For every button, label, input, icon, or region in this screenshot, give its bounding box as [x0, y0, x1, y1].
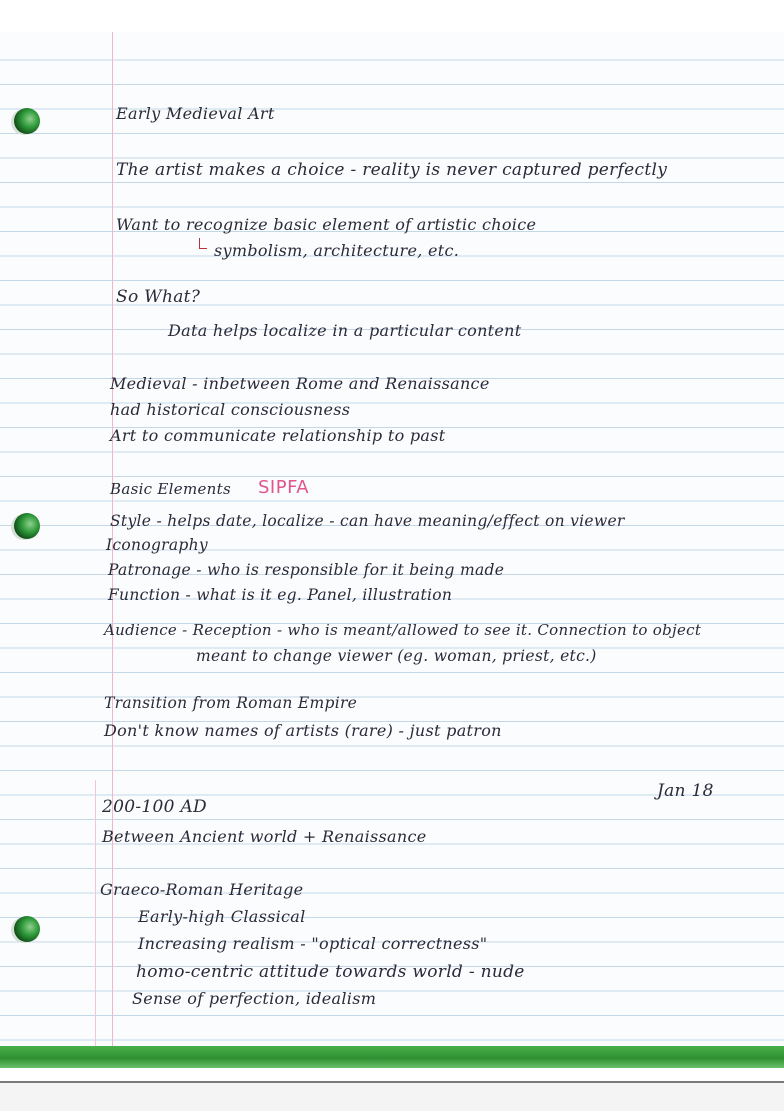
note-line: The artist makes a choice - reality is never captured perfectly	[116, 160, 668, 180]
note-line: Between Ancient world + Renaissance	[102, 827, 427, 846]
note-line: had historical consciousness	[110, 400, 351, 419]
note-line: symbolism, architecture, etc.	[214, 241, 460, 260]
page-gap	[0, 1068, 784, 1081]
note-title: Early Medieval Art	[116, 104, 275, 123]
note-line: Style - helps date, localize - can have meaning/effect on viewer	[110, 512, 625, 530]
notebook-binding-edge	[0, 1046, 784, 1068]
margin-line-secondary	[95, 780, 96, 1054]
note-line: Function - what is it eg. Panel, illustration	[108, 586, 453, 604]
note-heading: So What?	[116, 287, 201, 307]
note-line: homo-centric attitude towards world - nude	[136, 962, 525, 982]
note-heading: 200-100 AD	[102, 797, 207, 817]
binder-hole-top	[14, 108, 40, 134]
note-heading: Basic Elements	[110, 480, 231, 498]
note-line: Patronage - who is responsible for it being made	[108, 561, 505, 579]
note-line: meant to change viewer (eg. woman, priest, etc.)	[196, 647, 597, 665]
indent-arrow-icon	[199, 238, 207, 249]
note-line: Want to recognize basic element of artistic choice	[116, 215, 537, 234]
note-line: Data helps localize in a particular content	[168, 321, 522, 340]
highlight-acronym: SIPFA	[258, 477, 310, 498]
note-line: Audience - Reception - who is meant/allowed to see it. Connection to object	[104, 621, 702, 639]
note-line: Art to communicate relationship to past	[110, 426, 446, 445]
scanner-bottom-edge	[0, 1081, 784, 1111]
binder-hole-middle	[14, 513, 40, 539]
note-line: Don't know names of artists (rare) - just patron	[104, 721, 502, 740]
binder-hole-bottom	[14, 916, 40, 942]
note-heading: Transition from Roman Empire	[104, 694, 358, 712]
note-line: Iconography	[106, 536, 208, 554]
note-date: Jan 18	[657, 781, 714, 801]
note-line: Early-high Classical	[138, 907, 306, 926]
note-line: Sense of perfection, idealism	[132, 989, 377, 1008]
scan-top-border	[0, 0, 784, 32]
note-heading: Graeco-Roman Heritage	[100, 880, 304, 899]
note-line: Increasing realism - "optical correctness"	[138, 934, 488, 953]
note-line: Medieval - inbetween Rome and Renaissance	[110, 374, 490, 393]
